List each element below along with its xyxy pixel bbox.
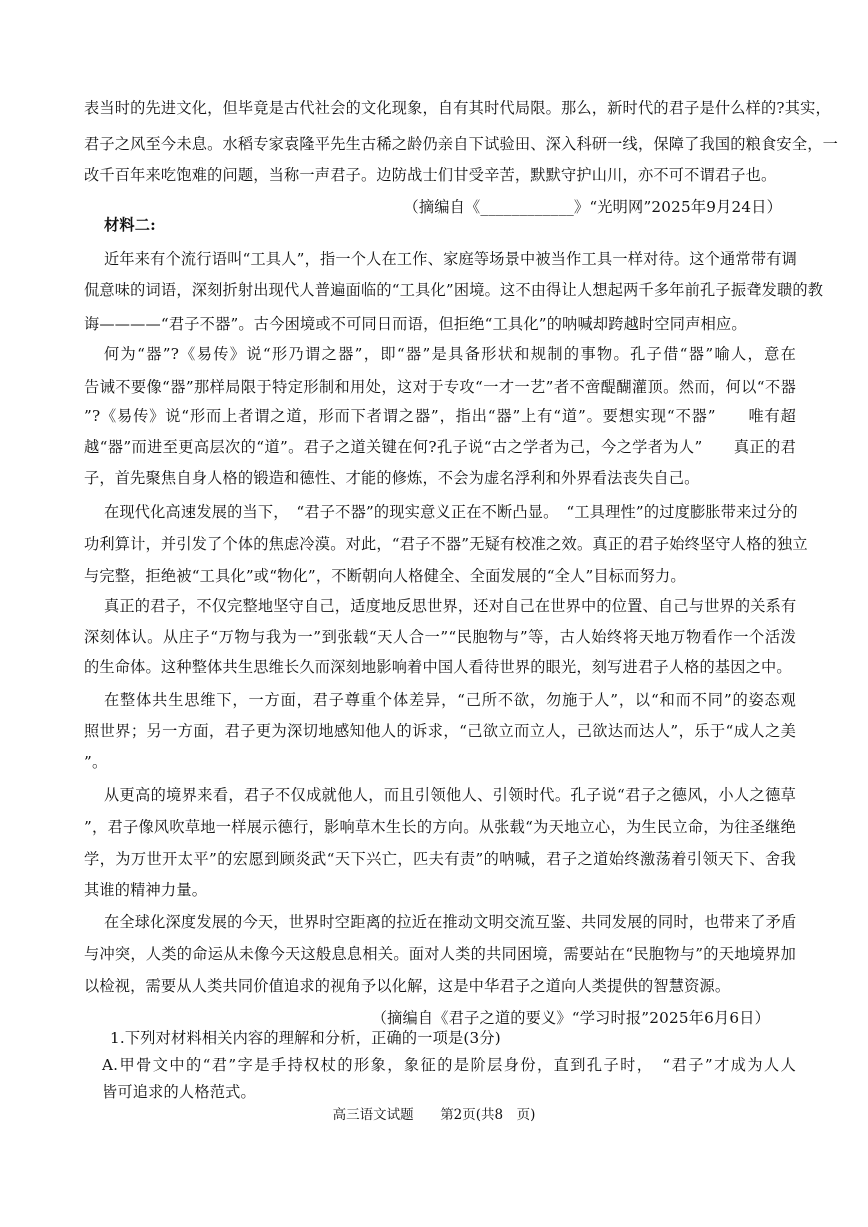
footer-page-number: 第2页(共8 页) <box>440 1107 536 1123</box>
text-line: 真正的君子，不仅完整地坚守自己，适度地反思世界，还对自己在世界中的位置、自己与世界的关系有 <box>104 597 797 615</box>
text-line: 侃意味的词语，深刻折射出现代人普遍面临的“工具化”困境。这不由得让人想起两千多年前孔子振聋发聩的教 <box>84 281 824 299</box>
text-line: 告诫不要像“器”那样局限于特定形制和用处，这对于专攻“一才一艺”者不啻醍醐灌顶。然而，何以“不器 <box>84 378 796 396</box>
text-line: 诲————“君子不器”。古今困境或不可同日而语，但拒绝“工具化”的呐喊却跨越时空同声相应。 <box>84 315 747 333</box>
text-line: 在整体共生思维下，一方面，君子尊重个体差异，“己所不欲，勿施于人”，以“和而不同”的姿态观 <box>104 691 796 709</box>
text-line: 与冲突，人类的命运从未像今天这般息息相关。面对人类的共同困境，需要站在“民胞物与”的天地境界加 <box>84 945 796 963</box>
text-line: 越“器”而进至更高层次的“道”。君子之道关键在何?孔子说“古之学者为己，今之学者为人” 真正的君 <box>84 438 796 456</box>
footer-subject: 高三语文试题 <box>332 1107 414 1123</box>
text-line: 改千百年来吃饱难的问题，当称一声君子。边防战士们甘受辛苦，默默守护山川，亦不可不谓君子也。 <box>84 166 777 184</box>
text-line: 与完整，拒绝被“工具化”或“物化”，不断朝向人格健全、全面发展的“全人”目标而努力。 <box>84 567 686 585</box>
text-line: 表当时的先进文化，但毕竟是古代社会的文化现象，自有其时代局限。那么，新时代的君子是什么样的?其实， <box>84 99 831 117</box>
text-line: 以检视，需要从人类共同价值追求的视角予以化解，这是中华君子之道向人类提供的智慧资源。 <box>84 977 731 995</box>
text-line: ”。 <box>84 753 108 771</box>
text-line: 在现代化高速发展的当下， “君子不器”的现实意义正在不断凸显。 “工具理性”的过度膨胀带来过分的 <box>104 503 798 521</box>
text-line: 在全球化深度发展的今天，世界时空距离的拉近在推动文明交流互鉴、共同发展的同时，也带来了矛盾 <box>104 913 797 931</box>
text-line: 君子之风至今未息。水稻专家袁隆平先生古稀之龄仍亲自下试验田、深入科研一线，保障了我国的粮食安全，一 <box>84 135 838 153</box>
source-citation: （摘编自《君子之道的要义》“学习时报”2025年6月6日） <box>371 1009 770 1027</box>
option-a: A.甲骨文中的“君”字是手持权杖的形象，象征的是阶层身份，直到孔子时， “君子”才成为人人 <box>102 1056 796 1074</box>
text-line: 深刻体认。从庄子“万物与我为一”到张载“天人合一”“民胞物与”等，古人始终将天地万物看作一个活泼 <box>84 628 796 646</box>
text-line: 其谁的精神力量。 <box>84 881 208 899</box>
page-footer <box>0 1106 868 1124</box>
option-a-continued: 皆可追求的人格范式。 <box>102 1083 256 1101</box>
text-line: 何为“器”?《易传》说“形乃谓之器”，即“器”是具备形状和规制的事物。孔子借“器”喻人，意在 <box>104 345 796 363</box>
text-line: 照世界；另一方面，君子更为深切地感知他人的诉求，“己欲立而立人，己欲达而达人”，乐于“成人之美 <box>84 722 796 740</box>
text-line: 的生命体。这种整体共生思维长久而深刻地影响着中国人看待世界的眼光，刻写进君子人格的基因之中。 <box>84 658 792 676</box>
text-line: ”?《易传》说“形而上者谓之道，形而下者谓之器”，指出“器”上有“道”。要想实现“不器” 唯有超 <box>84 407 796 425</box>
text-line: 从更高的境界来看，君子不仅成就他人，而且引领他人、引领时代。孔子说“君子之德风，小人之德草 <box>104 786 796 804</box>
question-stem: 1.下列对材料相关内容的理解和分析，正确的一项是(3分) <box>110 1029 501 1047</box>
text-line: 子，首先聚焦自身人格的锻造和德性、才能的修炼，不会为虚名浮利和外界看法丧失自己。 <box>84 469 700 487</box>
text-line: 近年来有个流行语叫“工具人”，指一个人在工作、家庭等场景中被当作工具一样对待。这个通常带有调 <box>104 250 797 268</box>
section-heading: 材料二: <box>104 216 156 234</box>
text-line: 功利算计，并引发了个体的焦虑冷漠。对此，“君子不器”无疑有校准之效。真正的君子始终坚守人格的独立 <box>84 535 808 553</box>
source-citation: （摘编自《____________》“光明网”2025年9月24日） <box>403 198 782 216</box>
text-line: 学，为万世开太平”的宏愿到顾炎武“天下兴亡，匹夫有责”的呐喊，君子之道始终激荡着引领天下、舍我 <box>84 850 796 868</box>
text-line: ”，君子像风吹草地一样展示德行，影响草木生长的方向。从张载“为天地立心，为生民立命，为往圣继绝 <box>84 818 796 836</box>
